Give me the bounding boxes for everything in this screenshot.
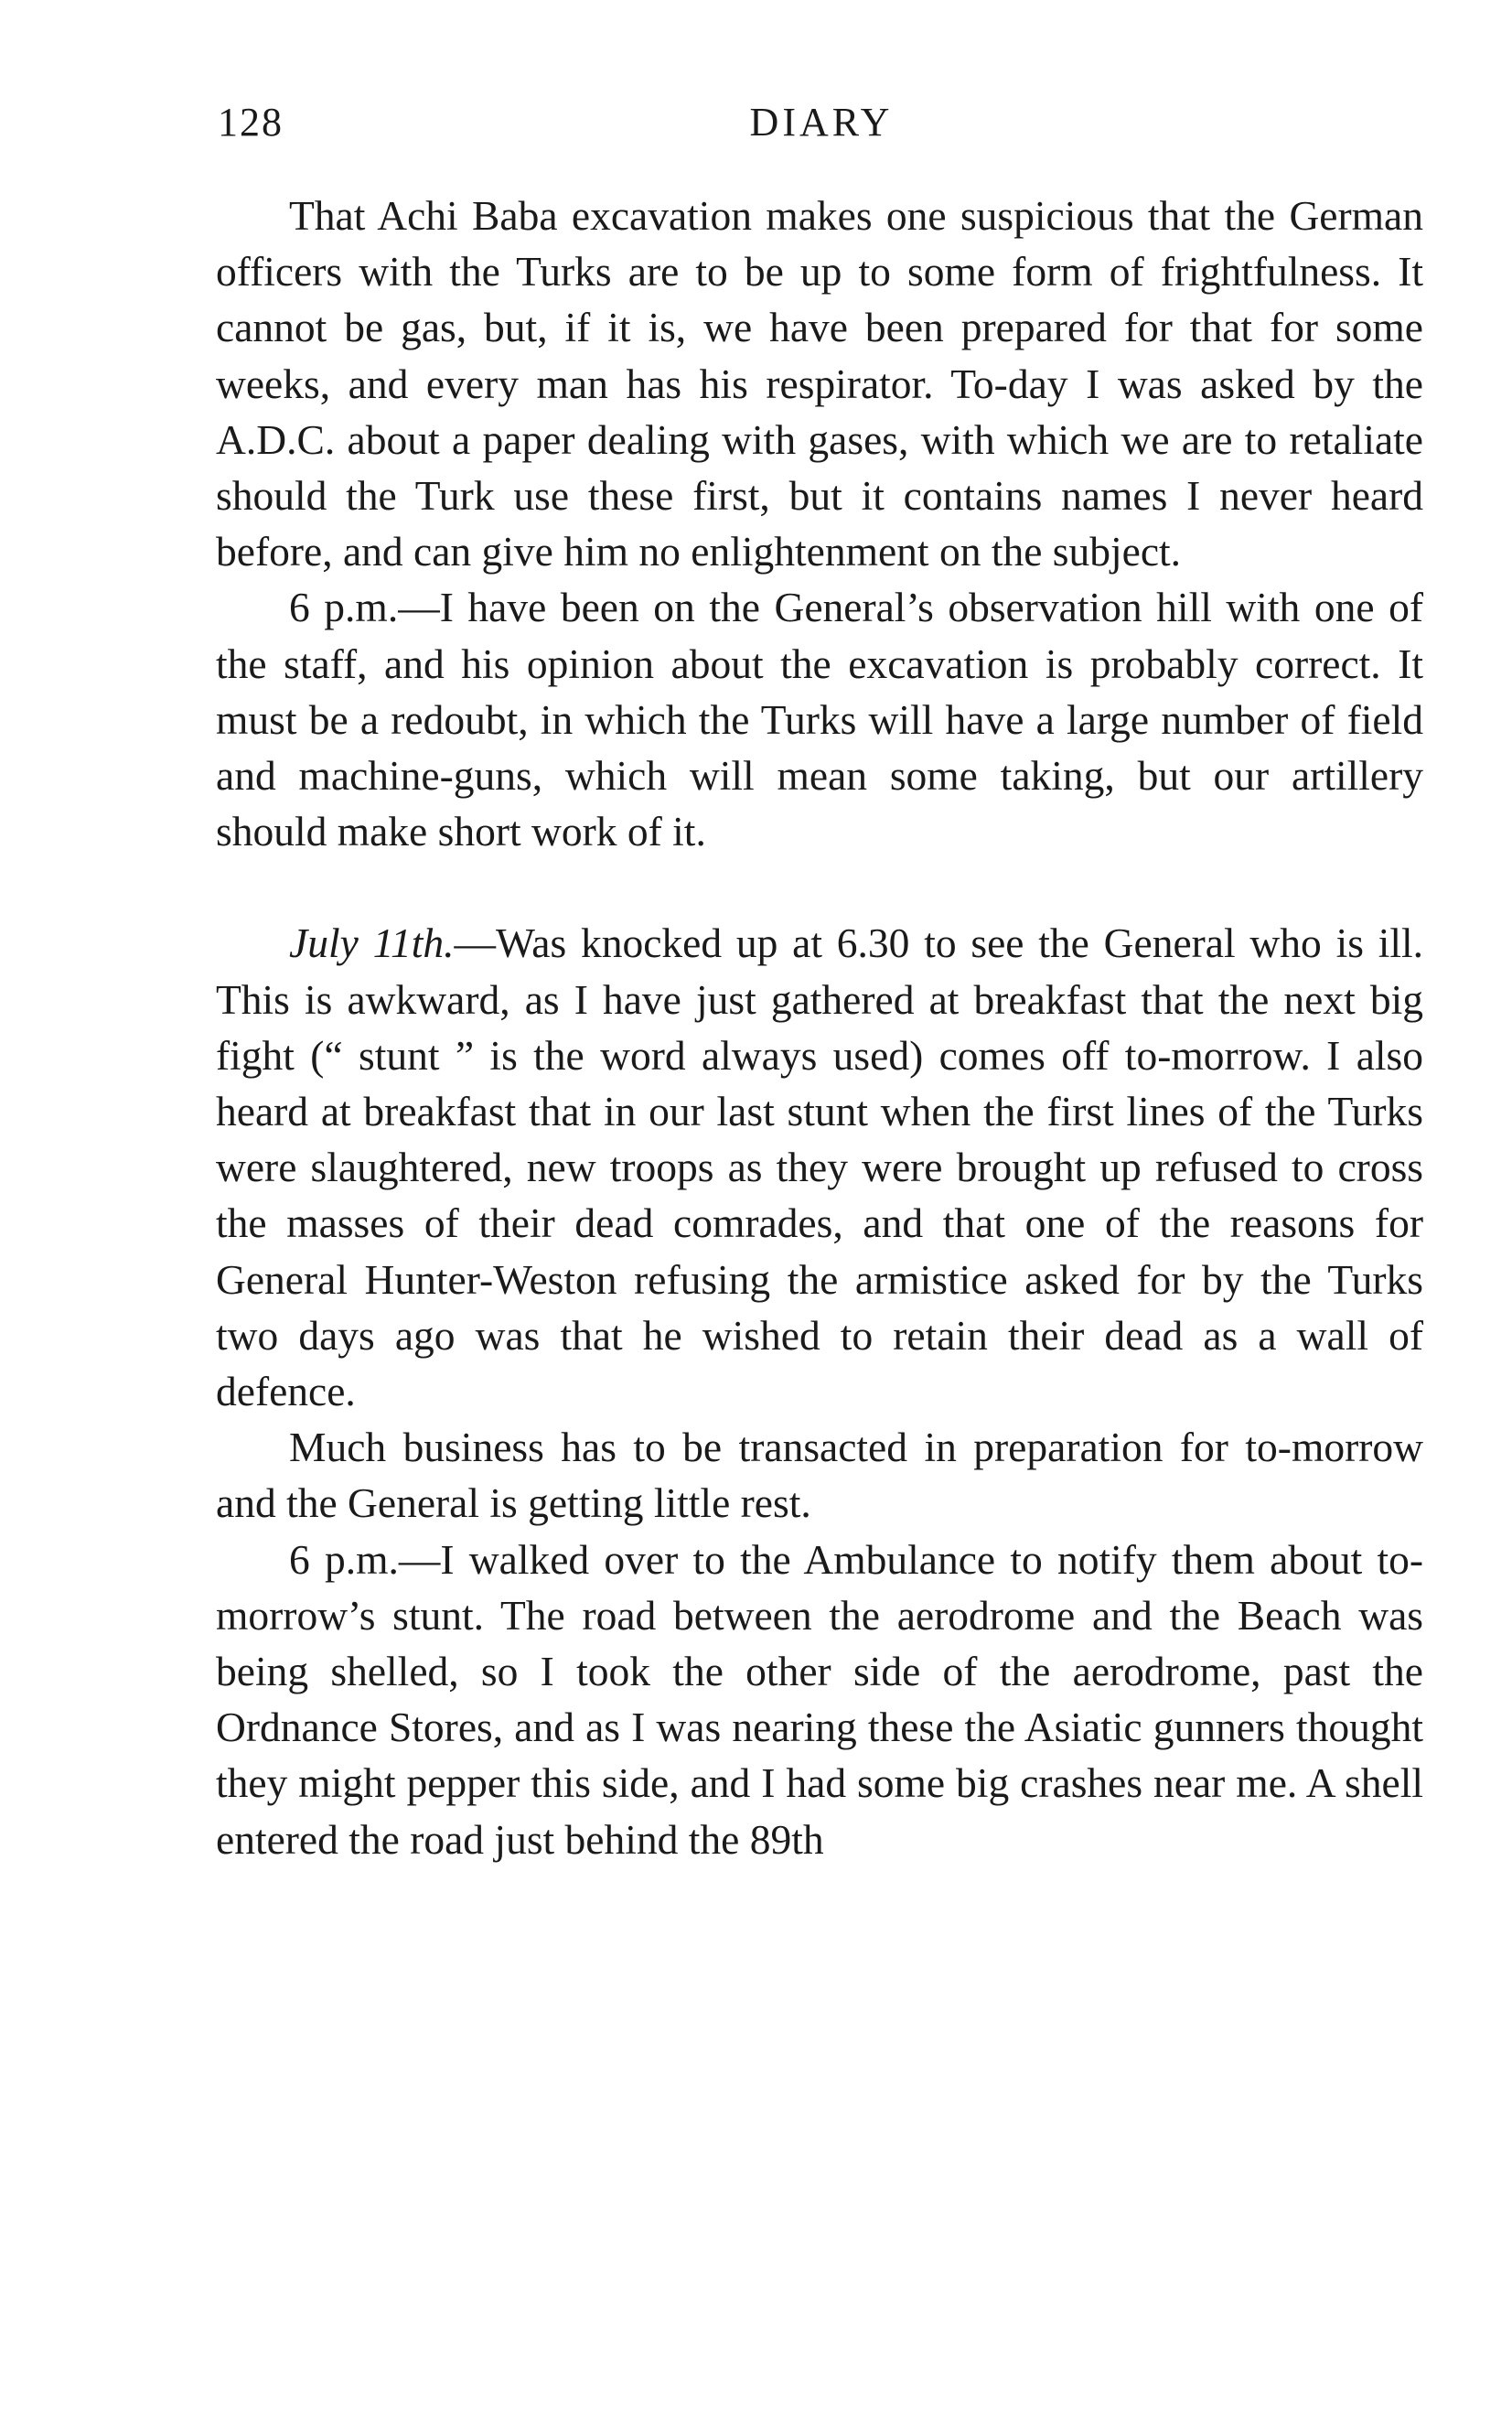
running-title: DIARY (749, 100, 894, 145)
page-number: 128 (218, 100, 284, 145)
page-header (218, 99, 1425, 163)
body-text (216, 188, 1423, 1867)
entry-date: July 11th. (289, 919, 455, 967)
paragraph: 6 p.m.—I walked over to the Ambulance to notify them about to-morrow’s stunt. The road between the aerodrome and the Beach was being shelled, so I took the other side of the aerodrome, past the Ordnance Stores, and as I was nearing these the Asiatic gunners thought they might pepper this side, and I had some big crashes near me. A shell entered the road just behind the 89th (216, 1535, 1423, 1863)
entry-text: —Was knocked up at 6.30 to see the General who is ill. This is awkward, as I have just gathered at breakfast that the next big fight (“ stunt ” is the word always used) comes off to-morrow. I also heard at breakfast that in our last stunt when the first lines of the Turks were slaughtered, new troops as they were brought up refused to cross the masses of their dead comrades, and that one of the reasons for General Hunter-Weston refusing the armistice asked for by the Turks two days ago was that he wished to retain their dead as a wall of defence. (216, 919, 1424, 1415)
paragraph: Much business has to be transacted in preparation for to-morrow and the General is getting little rest. (216, 1424, 1423, 1527)
paragraph: That Achi Baba excavation makes one suspicious that the German officers with the Turks are to be up to some form of frightfulness. It cannot be gas, but, if it is, we have been prepared for that for some weeks, and every man has his respirator. To-day I was asked by the A.D.C. about a paper dealing with gases, with which we are to retaliate should the Turk use these first, but it contains names I never heard before, and can give him no enlightenment on the subject. (216, 192, 1423, 575)
diary-entry-paragraph (216, 915, 1423, 1419)
paragraph: 6 p.m.—I have been on the General’s observation hill with one of the staff, and his opinion about the excavation is probably correct. It must be a redoubt, in which the Turks will have a large number of field and machine-guns, which will mean some taking, but our artillery should make short work of it. (216, 584, 1423, 855)
